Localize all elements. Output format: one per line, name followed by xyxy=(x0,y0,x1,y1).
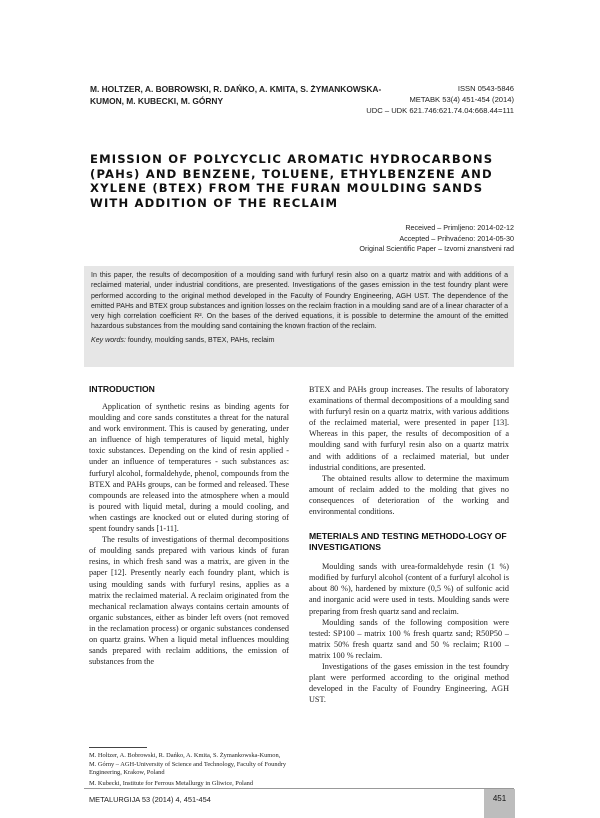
abstract-text: In this paper, the results of decomposition of a moulding sand with furfuryl resin also on a quartz matrix and with additions of a reclaimed material, under industrial conditions, are presented. Investigations of the gases emission in the test foundry plant were performed according to the original method developed in the Faculty of Foundry Engineering, AGH UST. The dependence of the emitted PAHs and BTEX group substances and ignition losses on the reclaim fraction in a moulding sand are of a linear character of a very high correlation coefficient R². On the bases of the derived equations, it is possible to determine the amount of the emitted hazardous substances from the moulding sand containing the known fraction of the reclaim. xyxy=(91,272,508,331)
section-heading-introduction: INTRODUCTION xyxy=(89,384,155,394)
body-paragraph: The obtained results allow to determine the maximum amount of reclaim added to the molding that gives no consequences of deterioration of the working and environmental conditions. xyxy=(309,473,509,517)
received-dates xyxy=(359,223,514,255)
right-column xyxy=(309,384,509,705)
page-number: 451 xyxy=(492,794,507,803)
section-heading-materials: METERIALS AND TESTING METHODO-LOGY OF INVESTIGATIONS xyxy=(309,531,507,553)
body-paragraph: Moulding sands with urea-formaldehyde resin (1 %) modified by furfuryl alcohol (content of a furfuryl alcohol is about 80 %), hardened by mixture (0,5 %) of sulfonic acid and inorganic acid were used in tests. Moulding sands were preparing from fresh quartz sand and reclaim. xyxy=(309,562,509,616)
paper-title: EMISSION OF POLYCYCLIC AROMATIC HYDROCARBONS (PAHs) AND BENZENE, TOLUENE, ETHYLBENZENE AND XYLENE (BTEX) FROM THE FURAN MOULDING SANDS WITH ADDITION OF THE RECLAIM xyxy=(90,152,494,210)
authors-line: M. HOLTZER, A. BOBROWSKI, R. DAŃKO, A. KMITA, S. ŻYMANKOWSKA-KUMON, M. KUBECKI, M. GÓRNY xyxy=(90,84,382,106)
body-paragraph: The results of investigations of thermal decompositions of moulding sands prepared with various kinds of furan resins, in which fresh sand was a matrix, are given in the paper [12]. Presently nearly each foundry plant, which is using moulding sands with furfuryl resins, applies as a matrix the reclaimed material. A reclaim originated from the mechanical reclamation always contains certain amounts of organic substances, either as binder left overs (not removed in the reclamation process) or organic substances condensed on quartz grains. When a liquid metal influences moulding sands prepared with reclaim additions, the emission of substances from the xyxy=(89,535,289,667)
metabk-label: METABK 53(4) 451-454 (2014) xyxy=(409,94,514,104)
footnote-divider xyxy=(89,747,147,748)
journal-citation: METALURGIJA 53 (2014) 4, 451-454 xyxy=(89,795,211,804)
journal-metadata xyxy=(366,84,514,116)
footnote-affiliation-agh: M. Holtzer, A. Bobrowski, R. Dańko, A. Kmita, S. Żymankowska-Kumon, M. Górny – AGH-University of Science and Technology, Faculty of Foundry Engineering, Krakow, Poland xyxy=(89,752,287,776)
accepted-date: Accepted – Prihvaćeno: 2014-05-30 xyxy=(399,233,514,243)
footnotes xyxy=(89,752,289,790)
left-column xyxy=(89,384,289,667)
received-date: Received – Primljeno: 2014-02-12 xyxy=(405,223,514,232)
udc-label: UDC – UDK 621.746:621.74.04:668.44=111 xyxy=(366,105,514,115)
body-paragraph: Application of synthetic resins as binding agents for moulding and core sands constitutes a threat for the natural and work environment. This is caused by generating, under an influence of high temperatures of liquid metal, highly toxic substances. Depending on the kind of resin applied - under an influence of temperatures - such substances as: furfuryl alcohol, formaldehyde, phenol, compounds from the BTEX and PAHs groups, can be formed and released. These compounds are released into the atmosphere when a mould is poured with liquid metal, during a mould cooling, and when castings are knocked out or eluted during storing of spent foundry sands [1-11]. xyxy=(89,402,289,534)
abstract-box xyxy=(84,266,514,367)
page-number-tab xyxy=(484,789,515,818)
footer-divider xyxy=(84,788,514,789)
paper-type: Original Scientific Paper – Izvorni znanstveni rad xyxy=(359,244,514,254)
body-paragraph: BTEX and PAHs group increases. The results of laboratory examinations of thermal decompositions of a moulding sand with furfuryl resin on a quartz matrix, with various additions of the reclaimed material, were presented in paper [13]. Whereas in this paper, the results of decomposition of a moulding sand with furfuryl resin also on a quartz matrix and with additions of a reclaimed material, but under industrial conditions, are presented. xyxy=(309,385,509,472)
body-paragraph: Investigations of the gases emission in the test foundry plant were performed according to the original method developed in the Faculty of Foundry Engineering, AGH UST. xyxy=(309,661,509,705)
body-paragraph: Moulding sands of the following composition were tested: SP100 – matrix 100 % fresh quartz sand; R50P50 – matrix 50% fresh quartz sand and 50 % reclaim; R100 – matrix 100 % reclaim. xyxy=(309,617,509,660)
footnote-affiliation-imz: M. Kubecki, Institute for Ferrous Metallurgy in Gliwice, Poland xyxy=(89,779,254,787)
issn-label: ISSN 0543-5846 xyxy=(457,84,514,93)
keywords-label: Key words: xyxy=(91,336,126,344)
keywords-text: foundry, moulding sands, BTEX, PAHs, reclaim xyxy=(127,336,275,344)
keywords-line xyxy=(91,336,508,346)
